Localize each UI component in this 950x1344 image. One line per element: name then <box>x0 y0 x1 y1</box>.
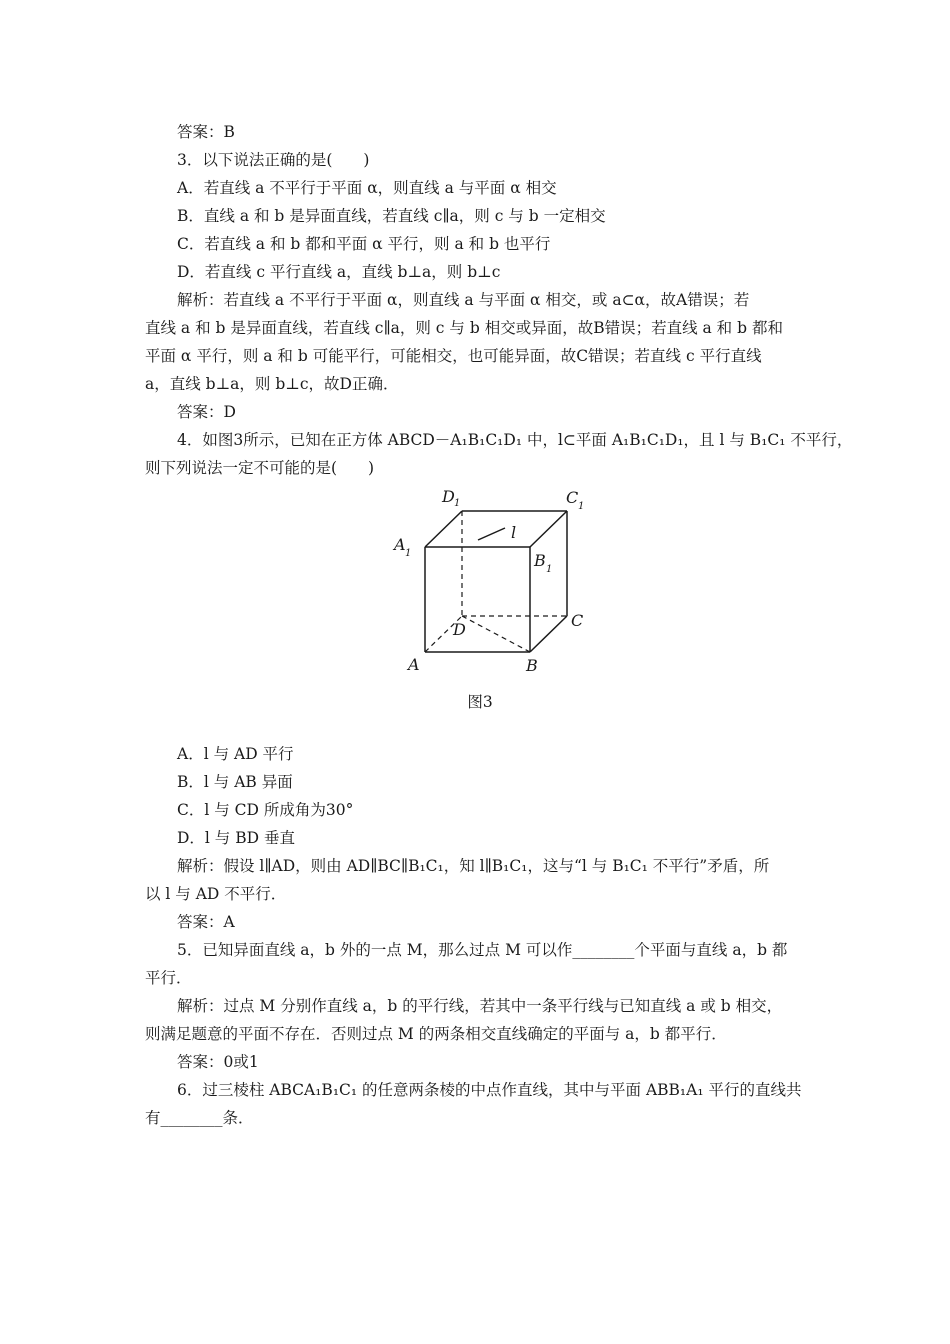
answer-4: 答案：A <box>177 913 235 931</box>
q4-option-b: B．l 与 AB 异面 <box>177 773 293 791</box>
label-b: B <box>526 656 538 675</box>
question-5-line-2: 平行． <box>145 969 192 987</box>
cube-figure <box>390 484 590 684</box>
q3-option-b: B．直线 a 和 b 是异面直线，若直线 c∥a，则 c 与 b 一定相交 <box>177 207 606 225</box>
label-c1-sub: 1 <box>578 501 585 512</box>
question-4-line-2: 则下列说法一定不可能的是( ) <box>145 459 375 477</box>
edge-b1c1 <box>530 511 567 547</box>
label-b1: B <box>534 551 546 570</box>
q5-analysis-line-2: 则满足题意的平面不存在．否则过点 M 的两条相交直线确定的平面与 a，b 都平行． <box>145 1025 727 1043</box>
answer-2: 答案：B <box>177 123 235 141</box>
figure-caption: 图3 <box>467 693 493 711</box>
answer-3: 答案：D <box>177 403 236 421</box>
question-5-line-1: 5．已知异面直线 a，b 外的一点 M，那么过点 M 可以作________个平面与直线 a，b 都 <box>177 941 788 959</box>
edge-a1d1 <box>425 511 462 547</box>
question-6-line-1: 6．过三棱柱 ABCA₁B₁C₁ 的任意两条棱的中点作直线，其中与平面 ABB₁A₁ 平行的直线共 <box>177 1081 802 1099</box>
label-c1: C <box>566 488 579 507</box>
q4-analysis-line-1: 解析：假设 l∥AD，则由 AD∥BC∥B₁C₁，知 l∥B₁C₁，这与“l 与 B₁C₁ 不平行”矛盾，所 <box>177 857 770 875</box>
edge-bc <box>530 616 567 652</box>
label-b1-sub: 1 <box>546 564 553 575</box>
label-a1: A <box>394 535 406 554</box>
q3-analysis-line-3: 平面 α 平行，则 a 和 b 可能平行，可能相交，也可能异面，故C错误；若直线 c 平行直线 <box>145 347 762 365</box>
label-c: C <box>571 611 584 630</box>
line-l <box>478 528 505 540</box>
q4-option-c: C．l 与 CD 所成角为30° <box>177 801 354 819</box>
q3-analysis-line-4: a，直线 b⊥a，则 b⊥c，故D正确． <box>145 375 399 393</box>
q3-option-c: C．若直线 a 和 b 都和平面 α 平行，则 a 和 b 也平行 <box>177 235 551 253</box>
answer-5: 答案：0或1 <box>177 1053 259 1071</box>
q3-analysis-line-2: 直线 a 和 b 是异面直线，若直线 c∥a，则 c 与 b 相交或异面，故B错误；若直线 a 和 b 都和 <box>145 319 783 337</box>
question-4-line-1: 4．如图3所示，已知在正方体 ABCD－A₁B₁C₁D₁ 中，l⊂平面 A₁B₁C₁D₁，且 l 与 B₁C₁ 不平行， <box>177 431 853 449</box>
q4-option-d: D．l 与 BD 垂直 <box>177 829 295 847</box>
label-l: l <box>511 523 517 542</box>
q3-option-a: A．若直线 a 不平行于平面 α，则直线 a 与平面 α 相交 <box>177 179 557 197</box>
label-a1-sub: 1 <box>405 548 412 559</box>
question-6-line-2: 有________条． <box>145 1109 254 1127</box>
label-d1-sub: 1 <box>454 498 461 509</box>
q3-analysis-line-1: 解析：若直线 a 不平行于平面 α，则直线 a 与平面 α 相交，或 a⊂α，故A错误；若 <box>177 291 750 309</box>
q4-option-a: A．l 与 AD 平行 <box>177 745 294 763</box>
q4-analysis-line-2: 以 l 与 AD 不平行． <box>145 885 287 903</box>
q3-option-d: D．若直线 c 平行直线 a，直线 b⊥a，则 b⊥c <box>177 263 501 281</box>
label-d: D <box>453 620 466 639</box>
question-3: 3．以下说法正确的是( ) <box>177 151 370 169</box>
edge-bd-hidden <box>462 616 530 652</box>
label-a: A <box>408 655 420 674</box>
label-d1: D <box>442 487 455 506</box>
q5-analysis-line-1: 解析：过点 M 分别作直线 a，b 的平行线，若其中一条平行线与已知直线 a 或 b 相交， <box>177 997 783 1015</box>
